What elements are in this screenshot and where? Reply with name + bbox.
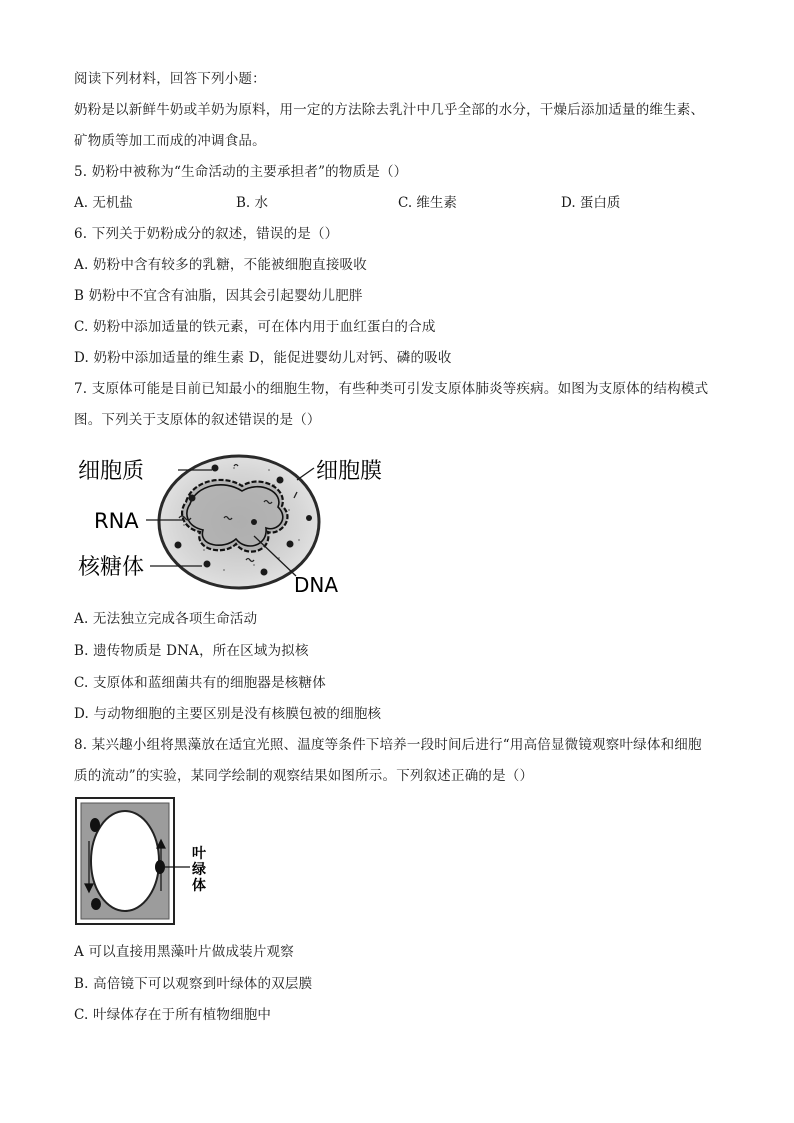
q7-stem-line-1: 7. 支原体可能是目前已知最小的细胞生物，有些种类可引发支原体肺炎等疾病。如图为支原体的结构模式 — [74, 381, 709, 397]
label-cytoplasm: 细胞质 — [78, 459, 145, 484]
q5-option-c: C. 维生素 — [398, 195, 457, 211]
q8-option-a: A 可以直接用黑藻叶片做成装片观察 — [74, 944, 294, 960]
q6-option-d: D. 奶粉中添加适量的维生素 D，能促进婴幼儿对钙、磷的吸收 — [74, 350, 452, 366]
q7-option-d: D. 与动物细胞的主要区别是没有核膜包被的细胞核 — [74, 706, 382, 722]
q7-option-b: B. 遗传物质是 DNA，所在区域为拟核 — [74, 643, 309, 659]
label-rna: RNA — [94, 509, 139, 533]
label-dna: DNA — [294, 573, 339, 597]
q7-option-a: A. 无法独立完成各项生命活动 — [74, 611, 258, 627]
q8-stem-line-1: 8. 某兴趣小组将黑藻放在适宜光照、温度等条件下培养一段时间后进行“用高倍显微镜观察叶绿体和细胞 — [74, 737, 702, 753]
q5-option-b: B. 水 — [236, 195, 269, 211]
q6-option-c: C. 奶粉中添加适量的铁元素，可在体内用于血红蛋白的合成 — [74, 319, 436, 335]
chloroplast-observation-figure — [74, 796, 234, 928]
intro-material-line-1: 奶粉是以新鲜牛奶或羊奶为原料，用一定的方法除去乳汁中几乎全部的水分，干燥后添加适量的维生素、 — [74, 102, 705, 118]
q6-stem: 6. 下列关于奶粉成分的叙述，错误的是（） — [74, 226, 339, 242]
q5-option-d: D. 蛋白质 — [561, 195, 621, 211]
label-chloroplast-1: 叶 — [192, 846, 206, 862]
intro-instruction: 阅读下列材料，回答下列小题： — [74, 71, 266, 87]
vacuole — [91, 811, 159, 911]
label-chloroplast-3: 体 — [192, 878, 206, 894]
q6-option-a: A. 奶粉中含有较多的乳糖，不能被细胞直接吸收 — [74, 257, 367, 273]
q8-stem-line-2: 质的流动”的实验，某同学绘制的观察结果如图所示。下列叙述正确的是（） — [74, 768, 534, 784]
intro-material-line-2: 矿物质等加工而成的冲调食品。 — [74, 133, 266, 149]
label-ribosome: 核糖体 — [78, 555, 145, 580]
mycoplasma-structure-figure — [74, 440, 394, 600]
q8-option-b: B. 高倍镜下可以观察到叶绿体的双层膜 — [74, 976, 313, 992]
q8-option-c: C. 叶绿体存在于所有植物细胞中 — [74, 1007, 272, 1023]
q5-stem: 5. 奶粉中被称为“生命活动的主要承担者”的物质是（） — [74, 164, 408, 180]
label-chloroplast-2: 绿 — [192, 862, 206, 878]
q5-option-a: A. 无机盐 — [74, 195, 133, 211]
label-cell-membrane: 细胞膜 — [316, 459, 383, 484]
q6-option-b: B 奶粉中不宜含有油脂，因其会引起婴幼儿肥胖 — [74, 288, 363, 304]
q7-stem-line-2: 图。下列关于支原体的叙述错误的是（） — [74, 412, 321, 428]
q7-option-c: C. 支原体和蓝细菌共有的细胞器是核糖体 — [74, 675, 326, 691]
